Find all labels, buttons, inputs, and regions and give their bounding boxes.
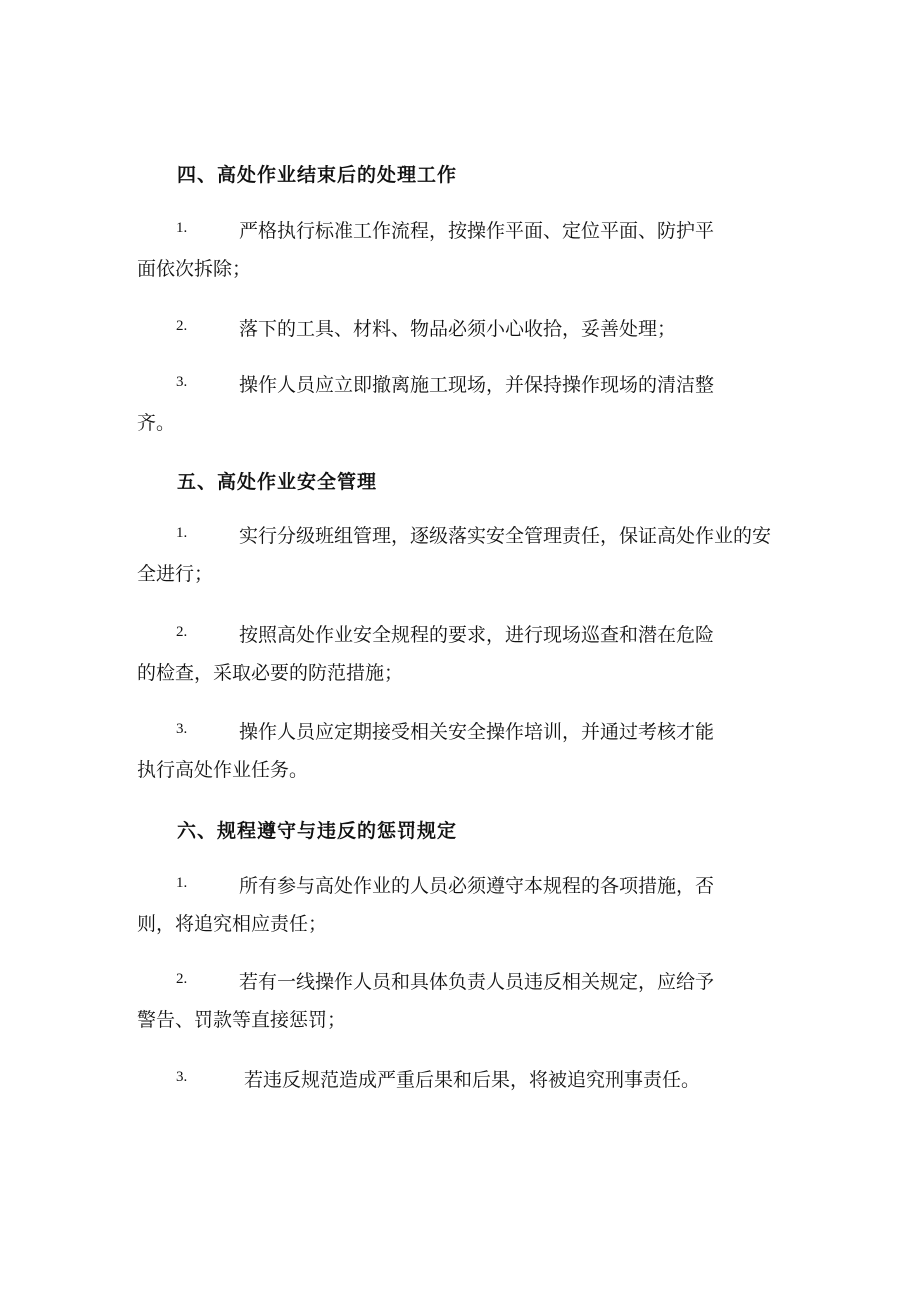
item-text: 实行分级班组管理，逐级落实安全管理责任，保证高处作业的安 [239, 525, 772, 547]
item-text: 若违反规范造成严重后果和后果，将被追究刑事责任。 [244, 1069, 701, 1091]
item-number: 1. [176, 875, 188, 891]
item-number: 2. [176, 624, 188, 640]
item-text: 按照高处作业安全规程的要求，进行现场巡查和潜在危险 [239, 624, 715, 646]
section-heading-5: 五、高处作业安全管理 [177, 471, 378, 493]
item-text-continued: 面依次拆除； [137, 258, 252, 280]
item-text: 严格执行标准工作流程，按操作平面、定位平面、防护平 [239, 220, 715, 242]
item-text-continued: 全进行； [137, 563, 214, 585]
item-text-continued: 警告、罚款等直接惩罚； [137, 1009, 347, 1031]
item-number: 3. [176, 1069, 188, 1085]
item-number: 2. [176, 318, 188, 334]
item-text-continued: 执行高处作业任务。 [137, 759, 309, 781]
item-number: 3. [176, 374, 188, 390]
item-text-continued: 则，将追究相应责任； [137, 913, 328, 935]
item-text-continued: 齐。 [137, 412, 176, 434]
item-number: 3. [176, 721, 188, 737]
item-text: 若有一线操作人员和具体负责人员违反相关规定，应给予 [239, 971, 715, 993]
section-heading-6: 六、规程遵守与违反的惩罚规定 [177, 820, 458, 842]
item-number: 1. [176, 220, 188, 236]
item-text-continued: 的检查，采取必要的防范措施； [137, 662, 404, 684]
item-number: 2. [176, 971, 188, 987]
item-number: 1. [176, 525, 188, 541]
section-heading-4: 四、高处作业结束后的处理工作 [177, 164, 458, 186]
item-text: 操作人员应定期接受相关安全操作培训，并通过考核才能 [239, 721, 715, 743]
item-text: 操作人员应立即撤离施工现场，并保持操作现场的清洁整 [239, 374, 715, 396]
item-text: 落下的工具、材料、物品必须小心收拾，妥善处理； [239, 318, 677, 340]
item-text: 所有参与高处作业的人员必须遵守本规程的各项措施，否 [239, 875, 715, 897]
